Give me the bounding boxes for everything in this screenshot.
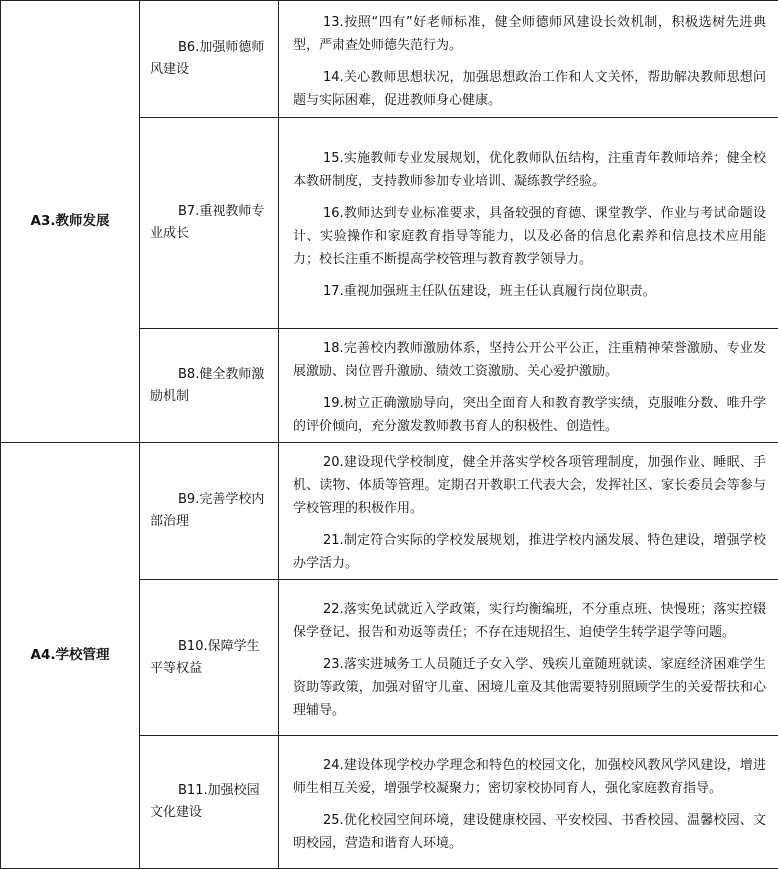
criteria-item: 22.落实免试就近入学政策，实行均衡编班，不分重点班、快慢班；落实控辍保学登记、报告和劝返等责任；不存在违规招生、迫使学生转学退学等问题。 xyxy=(293,598,766,644)
criteria-item: 17.重视加强班主任队伍建设，班主任认真履行岗位职责。 xyxy=(293,280,766,303)
criteria-cell-b11 xyxy=(279,736,778,869)
secondary-indicator-label: B10.保障学生平等权益 xyxy=(150,636,270,680)
criteria-item: 20.建设现代学校制度，健全并落实学校各项管理制度，加强作业、睡眠、手机、读物、体质等管理。定期召开教职工代表大会，发挥社区、家长委员会等参与学校管理的积极作用。 xyxy=(293,451,766,520)
primary-indicator-label: A3.教师发展 xyxy=(31,213,110,229)
criteria-item: 16.教师达到专业标准要求，具备较强的育德、课堂教学、作业与考试命题设计、实验操作和家庭教育指导等能力，以及必备的信息化素养和信息技术应用能力；校长注重不断提高学校管理与教育教学领导力。 xyxy=(293,202,766,271)
secondary-indicator-label: B11.加强校园文化建设 xyxy=(150,780,270,824)
secondary-indicator-label: B8.健全教师激励机制 xyxy=(150,364,270,408)
primary-indicator-a4 xyxy=(1,443,140,869)
criteria-cell-b10 xyxy=(279,580,778,736)
criteria-item: 13.按照“四有”好老师标准，健全师德师风建设长效机制，积极选树先进典型，严肃查处师德失范行为。 xyxy=(293,11,766,57)
table-row xyxy=(1,443,778,580)
criteria-cell-b6 xyxy=(279,1,778,118)
secondary-indicator-b11 xyxy=(140,736,279,869)
criteria-item: 14.关心教师思想状况，加强思想政治工作和人文关怀，帮助解决教师思想问题与实际困难，促进教师身心健康。 xyxy=(293,66,766,112)
secondary-indicator-b7 xyxy=(140,118,279,329)
secondary-indicator-b9 xyxy=(140,443,279,580)
primary-indicator-a3 xyxy=(1,1,140,443)
criteria-item: 25.优化校园空间环境，建设健康校园、平安校园、书香校园、温馨校园、文明校园，营造和谐育人环境。 xyxy=(293,809,766,855)
criteria-item: 24.建设体现学校办学理念和特色的校园文化，加强校风教风学风建设，增进师生相互关爱，增强学校凝聚力；密切家校协同育人，强化家庭教育指导。 xyxy=(293,754,766,800)
secondary-indicator-label: B6.加强师德师风建设 xyxy=(150,37,270,81)
secondary-indicator-label: B9.完善学校内部治理 xyxy=(150,489,270,533)
table-row xyxy=(1,1,778,118)
criteria-cell-b8 xyxy=(279,329,778,443)
criteria-item: 19.树立正确激励导向，突出全面育人和教育教学实绩，克服唯分数、唯升学的评价倾向，充分激发教师教书育人的积极性、创造性。 xyxy=(293,392,766,438)
criteria-item: 18.完善校内教师激励体系，坚持公开公平公正，注重精神荣誉激励、专业发展激励、岗位晋升激励、绩效工资激励、关心爱护激励。 xyxy=(293,337,766,383)
secondary-indicator-label: B7.重视教师专业成长 xyxy=(150,201,270,245)
criteria-item: 21.制定符合实际的学校发展规划，推进学校内涵发展、特色建设，增强学校办学活力。 xyxy=(293,529,766,575)
secondary-indicator-b6 xyxy=(140,1,279,118)
primary-indicator-label: A4.学校管理 xyxy=(31,647,110,663)
criteria-item: 15.实施教师专业发展规划，优化教师队伍结构，注重青年教师培养；健全校本教研制度，支持教师参加专业培训、凝练教学经验。 xyxy=(293,147,766,193)
criteria-cell-b9 xyxy=(279,443,778,580)
criteria-cell-b7 xyxy=(279,118,778,329)
secondary-indicator-b8 xyxy=(140,329,279,443)
criteria-item: 23.落实进城务工人员随迁子女入学、残疾儿童随班就读、家庭经济困难学生资助等政策，加强对留守儿童、困境儿童及其他需要特别照顾学生的关爱帮扶和心理辅导。 xyxy=(293,653,766,722)
secondary-indicator-b10 xyxy=(140,580,279,736)
